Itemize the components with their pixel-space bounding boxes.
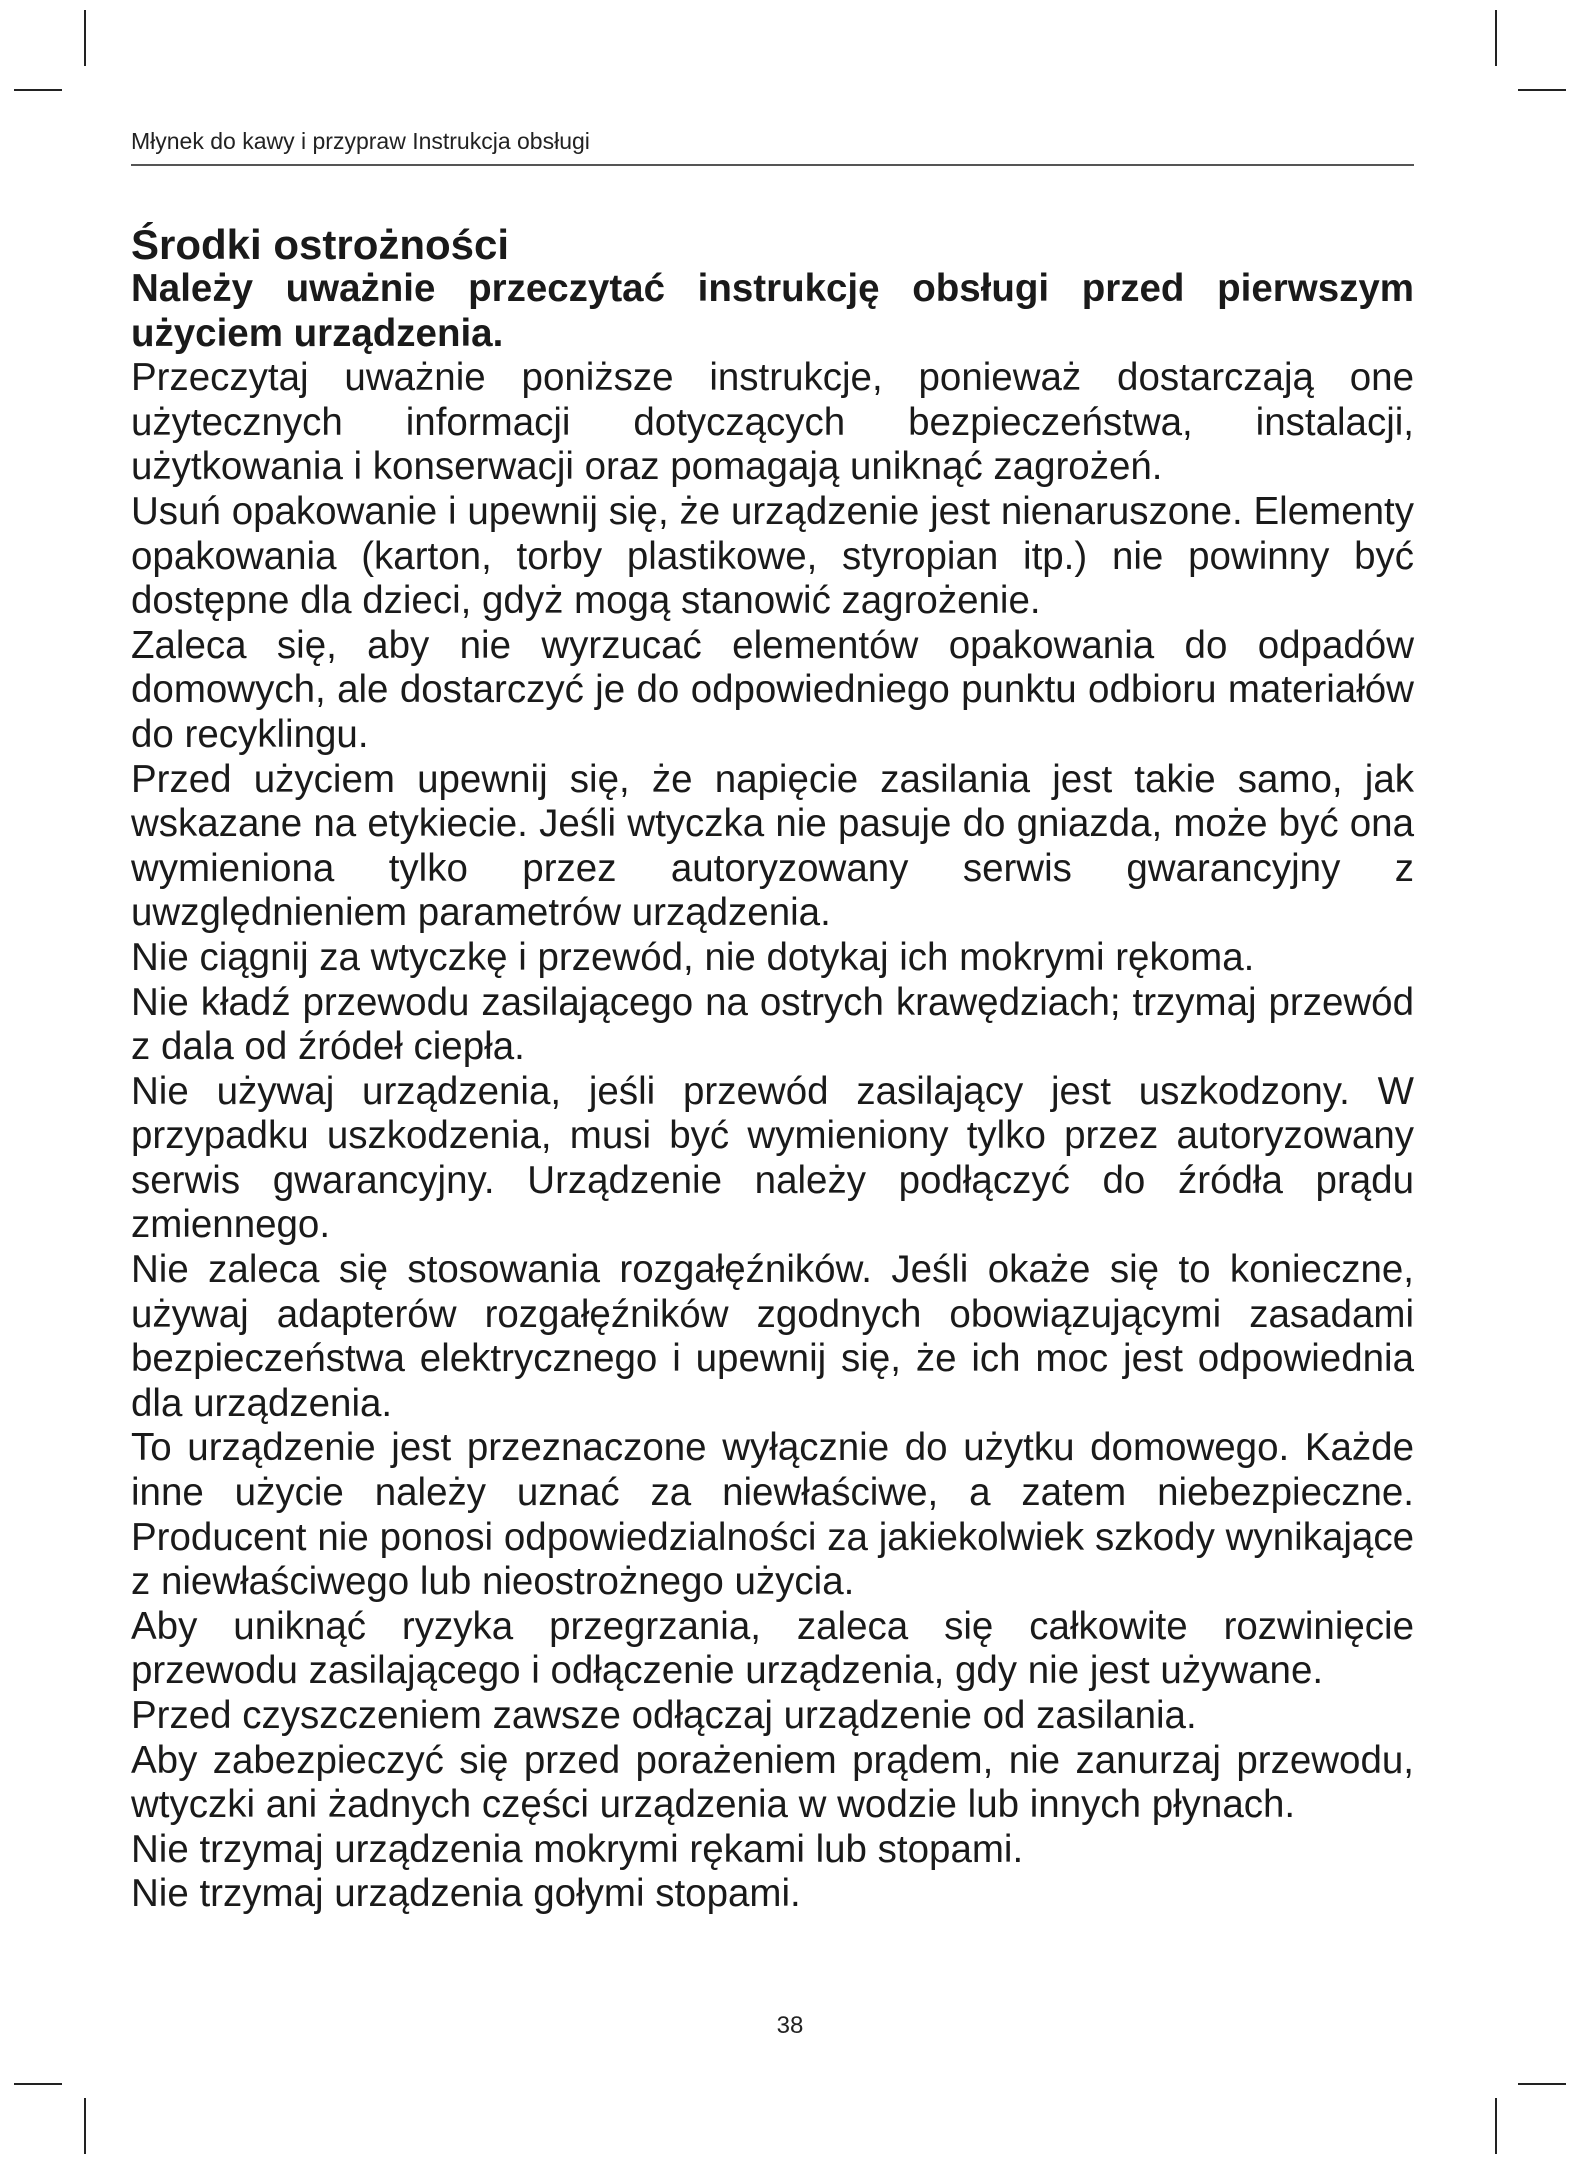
paragraph: Przed czyszczeniem zawsze odłączaj urządzenie od zasilania. (131, 1694, 1197, 1737)
paragraph: Nie zaleca się stosowania rozgałęźników. Jeśli okaże się to konieczne, używaj adapterów rozgałęźników zgodnych obowiązującymi zasadami bezpieczeństwa elektrycznego i upewnij się, że ich moc jest odpowiednia dla urządzenia. (131, 1248, 1414, 1425)
crop-mark (14, 2083, 62, 2085)
page-number: 38 (776, 2012, 804, 2039)
paragraph: Przed użyciem upewnij się, że napięcie zasilania jest takie samo, jak wskazane na etykiecie. Jeśli wtyczka nie pasuje do gniazda, może być ona wymieniona tylko przez autoryzowany serwis gwarancyjny z uwzględnieniem parametrów urządzenia. (131, 757, 1414, 935)
paragraph: Usuń opakowanie i upewnij się, że urządzenie jest nienaruszone. Elementy opakowania (karton, torby plastikowe, styropian itp.) nie powinny być dostępne dla dzieci, gdyż mogą stanowić zagrożenie. (131, 489, 1414, 623)
crop-mark (14, 89, 62, 91)
crop-mark (84, 2098, 86, 2154)
crop-mark (1495, 2098, 1497, 2154)
paragraph: Nie trzymaj urządzenia mokrymi rękami lub stopami. (131, 1827, 1024, 1871)
crop-mark (1518, 2083, 1566, 2085)
paragraph: Przeczytaj uważnie poniższe instrukcje, ponieważ dostarczają one użytecznych informacji dotyczących bezpieczeństwa, instalacji, użytkowania i konserwacji oraz pomagają uniknąć zagrożeń. (131, 356, 1414, 489)
document-body (131, 222, 1414, 1917)
crop-mark (1518, 89, 1566, 91)
paragraph: Aby zabezpieczyć się przed porażeniem prądem, nie zanurzaj przewodu, wtyczki ani żadnych części urządzenia w wodzie lub innych płynach. (131, 1738, 1414, 1827)
crop-mark (84, 10, 86, 66)
paragraph: Nie używaj urządzenia, jeśli przewód zasilający jest uszkodzony. W przypadku uszkodzenia, musi być wymieniony tylko przez autoryzowany serwis gwarancyjny. Urządzenie należy podłączyć do źródła prądu zmiennego. (131, 1069, 1414, 1247)
intro-paragraph: Należy uważnie przeczytać instrukcję obsługi przed pierwszym użyciem urządzenia. (131, 267, 1414, 355)
paragraph: Nie kładź przewodu zasilającego na ostrych krawędziach; trzymaj przewód z dala od źródeł ciepła. (131, 980, 1414, 1069)
header-divider (131, 164, 1414, 166)
paragraph: To urządzenie jest przeznaczone wyłącznie do użytku domowego. Każde inne użycie należy uznać za niewłaściwe, a zatem niebezpieczne. Producent nie ponosi odpowiedzialności za jakiekolwiek szkody wynikające z niewłaściwego lub nieostrożnego użycia. (131, 1426, 1414, 1604)
section-title: Środki ostrożności (131, 221, 510, 268)
paragraph: Zaleca się, aby nie wyrzucać elementów opakowania do odpadów domowych, ale dostarczyć je do odpowiedniego punktu odbioru materiałów do recyklingu. (131, 623, 1414, 756)
paragraph: Nie trzymaj urządzenia gołymi stopami. (131, 1872, 801, 1916)
paragraph: Aby uniknąć ryzyka przegrzania, zaleca się całkowite rozwinięcie przewodu zasilającego i odłączenie urządzenia, gdy nie jest używane. (131, 1604, 1414, 1693)
running-header: Młynek do kawy i przypraw Instrukcja obsługi (131, 128, 590, 154)
paragraph: Nie ciągnij za wtyczkę i przewód, nie dotykaj ich mokrymi rękoma. (131, 935, 1255, 979)
crop-mark (1495, 10, 1497, 66)
